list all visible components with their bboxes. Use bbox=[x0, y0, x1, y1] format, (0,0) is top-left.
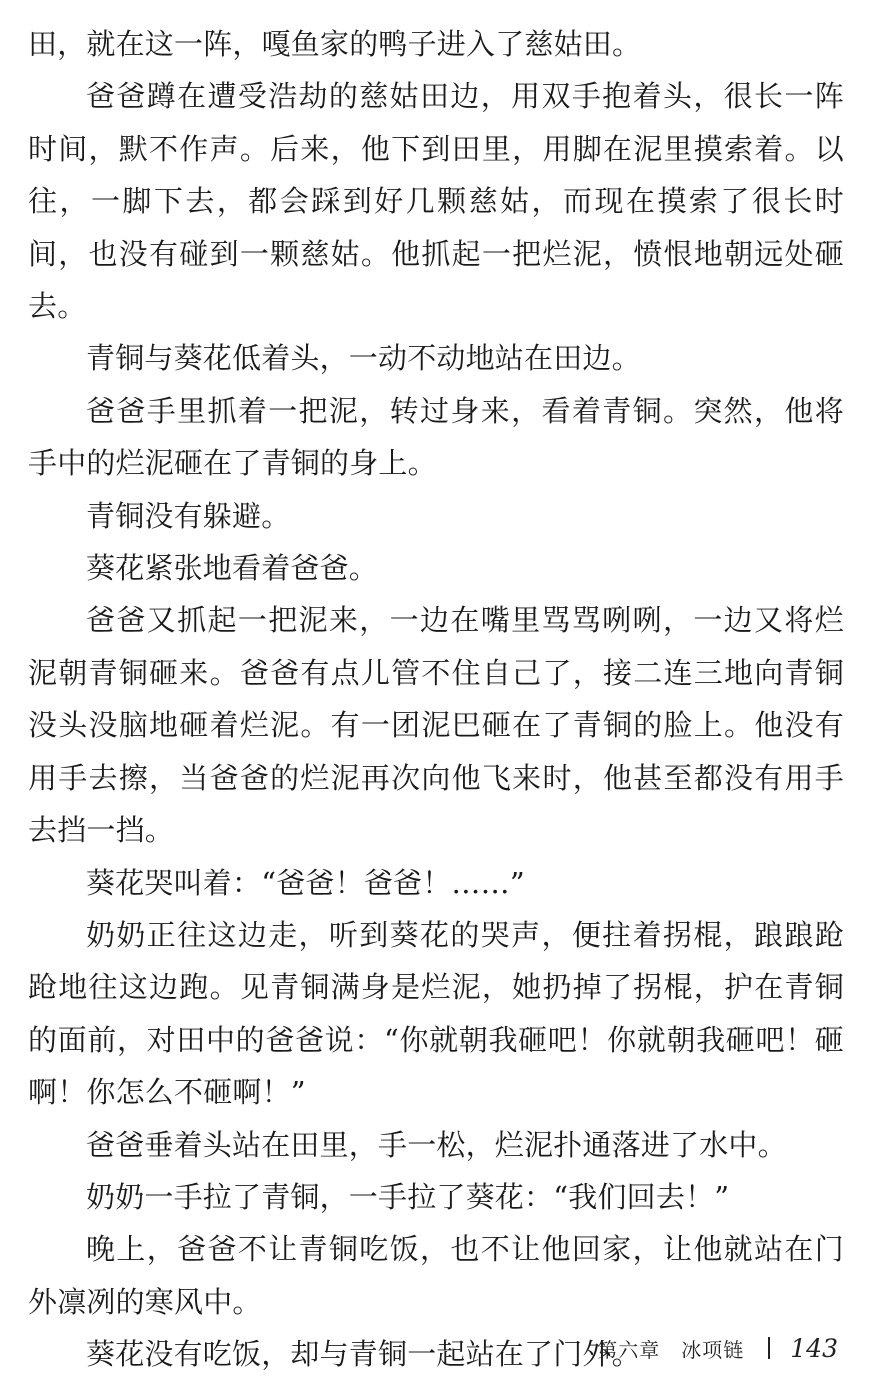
body-text bbox=[28, 18, 844, 1381]
paragraph-7: 爸爸又抓起一把泥来，一边在嘴里骂骂咧咧，一边又将烂泥朝青铜砸来。爸爸有点儿管不住自己了，接二连三地向青铜没头没脑地砸着烂泥。有一团泥巴砸在了青铜的脸上。他没有用手去擦，当爸爸的烂泥再次向他飞来时，他甚至都没有用手去挡一挡。 bbox=[28, 603, 844, 848]
paragraph-5: 青铜没有躲避。 bbox=[86, 498, 291, 533]
paragraph-13: 葵花没有吃饭，却与青铜一起站在了门外。 bbox=[86, 1337, 641, 1372]
paragraph-8: 葵花哭叫着：“爸爸！爸爸！……” bbox=[86, 865, 525, 900]
paragraph-10: 爸爸垂着头站在田里，手一松，烂泥扑通落进了水中。 bbox=[86, 1127, 787, 1162]
paragraph-6: 葵花紧张地看着爸爸。 bbox=[86, 551, 379, 586]
chapter-title: 第六章 冰项链 bbox=[597, 1337, 745, 1362]
paragraph-12: 晚上，爸爸不让青铜吃饭，也不让他回家，让他就站在门外凛冽的寒风中。 bbox=[28, 1232, 844, 1319]
page-footer bbox=[597, 1330, 838, 1366]
page-number: 143 bbox=[790, 1333, 838, 1363]
paragraph-4: 爸爸手里抓着一把泥，转过身来，看着青铜。突然，他将手中的烂泥砸在了青铜的身上。 bbox=[28, 393, 844, 481]
paragraph-2: 爸爸蹲在遭受浩劫的慈姑田边，用双手抱着头，很长一阵时间，默不作声。后来，他下到田里，用脚在泥里摸索着。以往，一脚下去，都会踩到好几颗慈姑，而现在摸索了很长时间，也没有碰到一颗慈姑。他抓起一把烂泥，愤恨地朝远处砸去。 bbox=[28, 79, 844, 324]
paragraph-1: 田，就在这一阵，嘎鱼家的鸭子进入了慈姑田。 bbox=[28, 27, 642, 61]
paragraph-9: 奶奶正往这边走，听到葵花的哭声，便拄着拐棍，踉踉跄跄地往这边跑。见青铜满身是烂泥，她扔掉了拐棍，护在青铜的面前，对田中的爸爸说：“你就朝我砸吧！你就朝我砸吧！砸啊！你怎么不砸啊！” bbox=[28, 917, 844, 1110]
footer-divider bbox=[768, 1337, 770, 1359]
paragraph-3: 青铜与葵花低着头，一动不动地站在田边。 bbox=[86, 341, 641, 376]
paragraph-11: 奶奶一手拉了青铜，一手拉了葵花：“我们回去！” bbox=[86, 1179, 730, 1214]
